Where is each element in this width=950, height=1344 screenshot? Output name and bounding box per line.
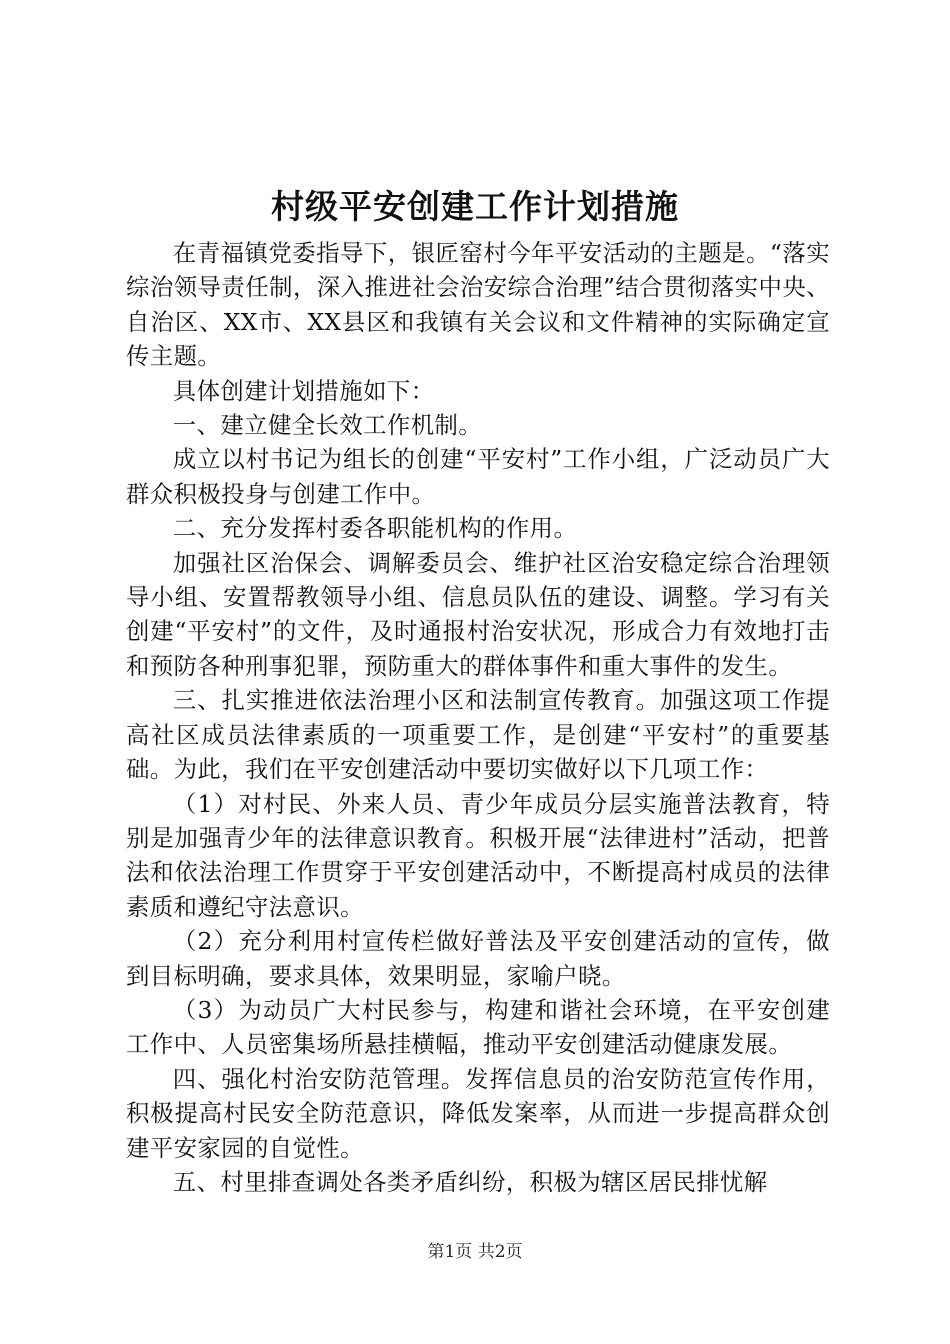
- paragraph: （2）充分利用村宣传栏做好普法及平安创建活动的宣传，做到目标明确，要求具体，效果明显，家喻户晓。: [126, 927, 830, 990]
- paragraph: 五、村里排查调处各类矛盾纠纷，积极为辖区居民排忧解: [172, 1167, 768, 1196]
- paragraph: （1）对村民、外来人员、青少年成员分层实施普法教育，特别是加强青少年的法律意识教育。积极开展“法律进村”活动，把普法和依法治理工作贯穿于平安创建活动中，不断提高村成员的法律素质和遵纪守法意识。: [126, 789, 830, 921]
- paragraph: （3）为动员广大村民参与，构建和谐社会环境，在平安创建工作中、人员密集场所悬挂横幅，推动平安创建活动健康发展。: [126, 995, 830, 1059]
- paragraph: 一、建立健全长效工作机制。: [172, 411, 483, 440]
- paragraph: 成立以村书记为组长的创建“平安村”工作小组，广泛动员广大群众积极投身与创建工作中。: [126, 445, 830, 508]
- paragraph: 三、扎实推进依法治理小区和法制宣传教育。加强这项工作提高社区成员法律素质的一项重要工作，是创建“平安村”的重要基础。为此，我们在平安创建活动中要切实做好以下几项工作：: [126, 686, 830, 784]
- paragraph: 二、充分发挥村委各职能机构的作用。: [172, 514, 578, 543]
- paragraph: 具体创建计划措施如下：: [172, 376, 435, 405]
- paragraph: 四、强化村治安防范管理。发挥信息员的治安防范宣传作用，积极提高村民安全防范意识，降低发案率，从而进一步提高群众创建平安家园的自觉性。: [126, 1064, 830, 1162]
- document-body: [126, 236, 830, 1199]
- document-title: 村级平安创建工作计划措施: [271, 187, 679, 226]
- paragraph: 在青福镇党委指导下，银匠窑村今年平安活动的主题是。“落实综治领导责任制，深入推进社会治安综合治理”结合贯彻落实中央、自治区、XX市、XX县区和我镇有关会议和文件精神的实际确定宣传主题。: [126, 239, 830, 371]
- paragraph: 加强社区治保会、调解委员会、维护社区治安稳定综合治理领导小组、安置帮教领导小组、信息员队伍的建设、调整。学习有关创建“平安村”的文件，及时通报村治安状况，形成合力有效地打击和预防各种刑事犯罪，预防重大的群体事件和重大事件的发生。: [126, 548, 830, 680]
- page-footer: 第1页 共2页: [427, 1242, 523, 1262]
